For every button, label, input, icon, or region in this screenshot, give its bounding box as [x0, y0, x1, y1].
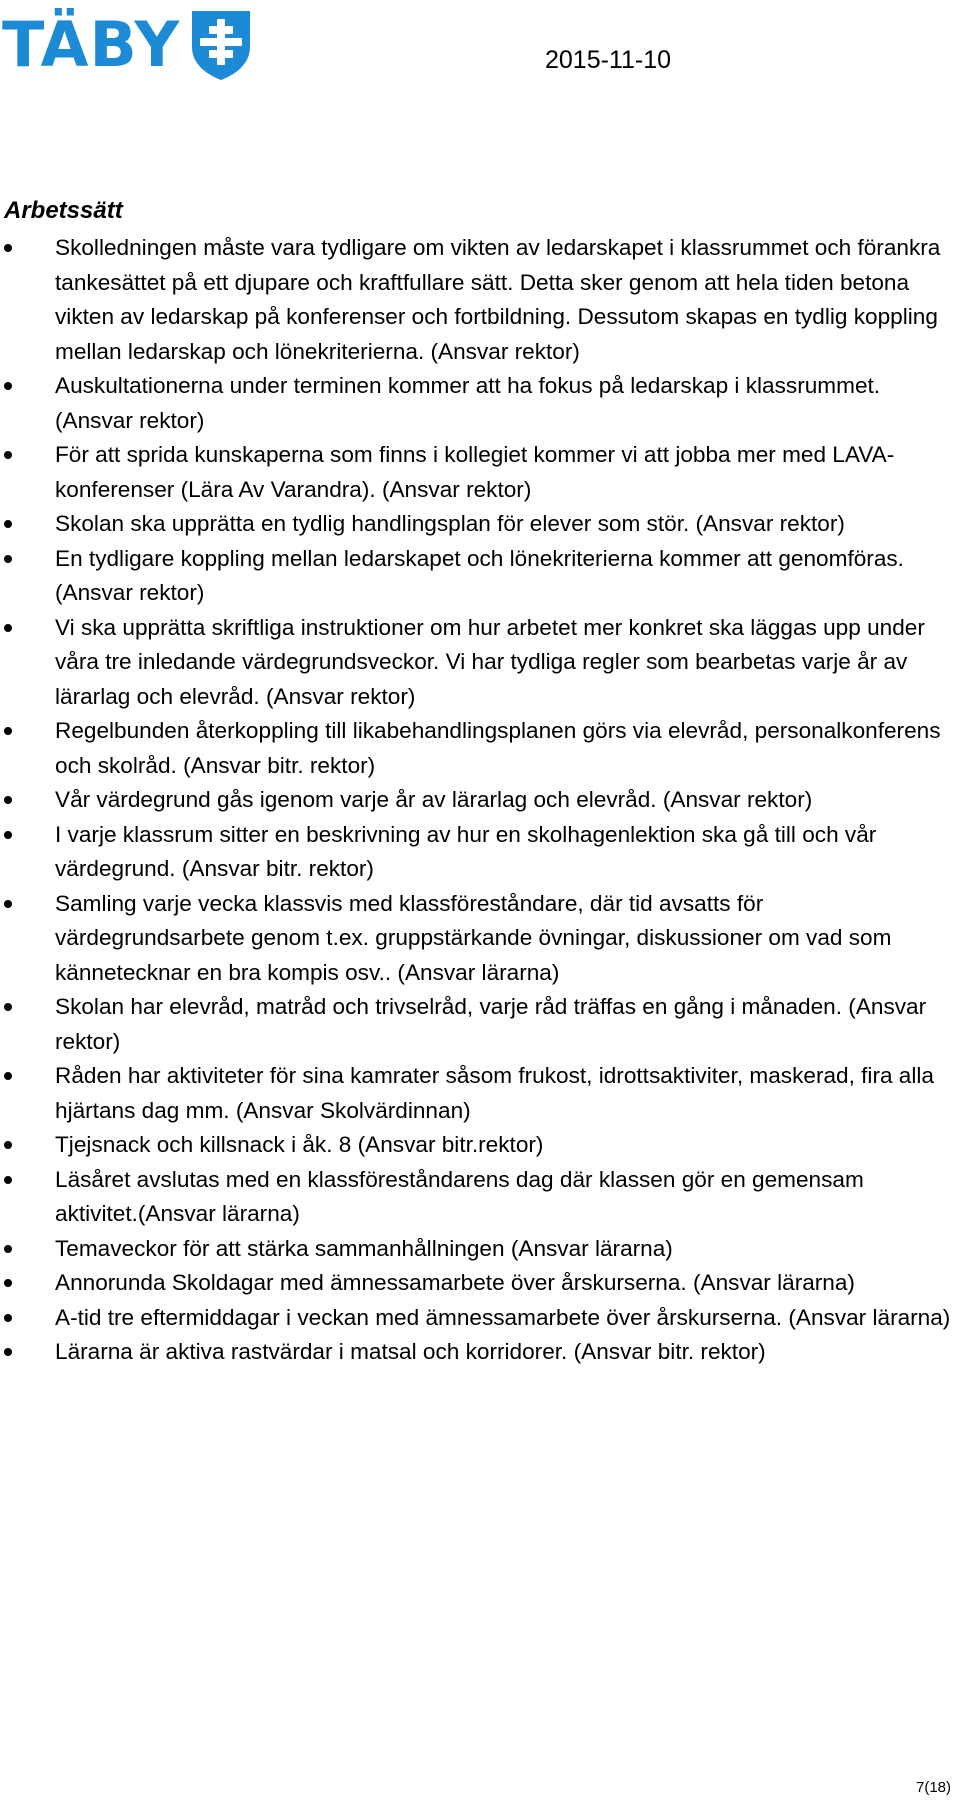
list-item — [0, 1128, 960, 1163]
bullet-icon — [4, 1348, 12, 1356]
list-item — [0, 714, 960, 783]
bullet-icon — [4, 382, 12, 390]
list-item-text: Annorunda Skoldagar med ämnessamarbete över årskurserna. (Ansvar lärarna) — [55, 1270, 855, 1295]
bullet-icon — [4, 1314, 12, 1322]
bullet-icon — [4, 244, 12, 252]
list-item-text: I varje klassrum sitter en beskrivning av hur en skolhagenlektion ska gå till och vår värdegrund. (Ansvar bitr. rektor) — [55, 821, 877, 881]
bullet-icon — [4, 520, 12, 528]
bullet-icon — [4, 1176, 12, 1184]
bullet-icon — [4, 1279, 12, 1287]
list-item-text: Skolan har elevråd, matråd och trivselråd, varje råd träffas en gång i månaden. (Ansvar rektor) — [55, 994, 927, 1054]
list-item — [0, 369, 960, 438]
list-item — [0, 887, 960, 991]
list-item — [0, 783, 960, 818]
bullet-icon — [4, 624, 12, 632]
bullet-icon — [4, 1003, 12, 1011]
document-date: 2015-11-10 — [545, 46, 672, 74]
list-item — [0, 507, 960, 542]
page-number: 7(18) — [916, 1779, 952, 1796]
list-item-text: Lärarna är aktiva rastvärdar i matsal och korridorer. (Ansvar bitr. rektor) — [55, 1339, 766, 1364]
list-item — [0, 1335, 960, 1370]
list-item — [0, 1232, 960, 1267]
list-item — [0, 1266, 960, 1301]
list-item — [0, 231, 960, 369]
bullet-icon — [4, 831, 12, 839]
list-item-text: För att sprida kunskaperna som finns i kollegiet kommer vi att jobba mer med LAVA-konferenser (Lära Av Varandra). (Ansvar rektor) — [55, 442, 895, 502]
bullet-icon — [4, 451, 12, 459]
list-item-text: A-tid tre eftermiddagar i veckan med ämnessamarbete över årskurserna. (Ansvar lärarna) — [55, 1304, 951, 1330]
list-item-text: Läsåret avslutas med en klassföreståndarens dag där klassen gör en gemensam aktivitet.(Ansvar lärarna) — [55, 1166, 864, 1226]
list-item — [0, 438, 960, 507]
list-item-text: Regelbunden återkoppling till likabehandlingsplanen görs via elevråd, personalkonferens och skolråd. (Ansvar bitr. rektor) — [55, 718, 941, 778]
bullet-icon — [4, 1141, 12, 1149]
bullet-icon — [4, 727, 12, 735]
bullet-icon — [4, 555, 12, 563]
section-heading: Arbetssätt — [4, 197, 123, 224]
bullet-list — [0, 231, 960, 1370]
shield-cross-icon — [190, 9, 252, 81]
list-item-text: Skolan ska upprätta en tydlig handlingsplan för elever som stör. (Ansvar rektor) — [55, 511, 845, 536]
list-item-text: Temaveckor för att stärka sammanhållningen (Ansvar lärarna) — [55, 1235, 673, 1261]
bullet-icon — [4, 1245, 12, 1253]
list-item — [0, 1301, 960, 1336]
list-item-text: Samling varje vecka klassvis med klassföreståndare, där tid avsatts för värdegrundsarbete genom t.ex. gruppstärkande övningar, diskussioner om vad som kännetecknar en bra kompis osv.. (Ansvar lärarna) — [55, 890, 892, 985]
bullet-icon — [4, 1072, 12, 1080]
list-item-text: En tydligare koppling mellan ledarskapet och lönekriterierna kommer att genomföras. (Ansvar rektor) — [55, 545, 904, 605]
list-item — [0, 542, 960, 611]
list-item-text: Skolledningen måste vara tydligare om vikten av ledarskapet i klassrummet och förankra tankesättet på ett djupare och kraftfullare sätt. Detta sker genom att hela tiden betona vikten av ledarskap på konferenser och fortbildning. Dessutom skapas en tydlig koppling mellan ledarskap och lönekriterierna. (Ansvar rektor) — [55, 235, 941, 364]
list-item-text: Vår värdegrund gås igenom varje år av lärarlag och elevråd. (Ansvar rektor) — [55, 787, 813, 812]
list-item-text: Råden har aktiviteter för sina kamrater såsom frukost, idrottsaktiviter, maskerad, fira alla hjärtans dag mm. (Ansvar Skolvärdinnan) — [55, 1063, 934, 1123]
list-item-text: Vi ska upprätta skriftliga instruktioner om hur arbetet mer konkret ska läggas upp under våra tre inledande värdegrundsveckor. Vi har tydliga regler som bearbetas varje år av lärarlag och elevråd. (Ansvar rektor) — [55, 614, 925, 709]
list-item — [0, 818, 960, 887]
list-item — [0, 1059, 960, 1128]
list-item-text: Auskultationerna under terminen kommer att ha fokus på ledarskap i klassrummet. (Ansvar rektor) — [55, 373, 881, 433]
list-item-text: Tjejsnack och killsnack i åk. 8 (Ansvar bitr.rektor) — [55, 1132, 544, 1157]
bullet-icon — [4, 796, 12, 804]
taby-logo — [2, 8, 252, 82]
bullet-icon — [4, 900, 12, 908]
list-item — [0, 990, 960, 1059]
logo-text: TÄBY — [2, 8, 181, 81]
list-item — [0, 611, 960, 715]
list-item — [0, 1163, 960, 1232]
